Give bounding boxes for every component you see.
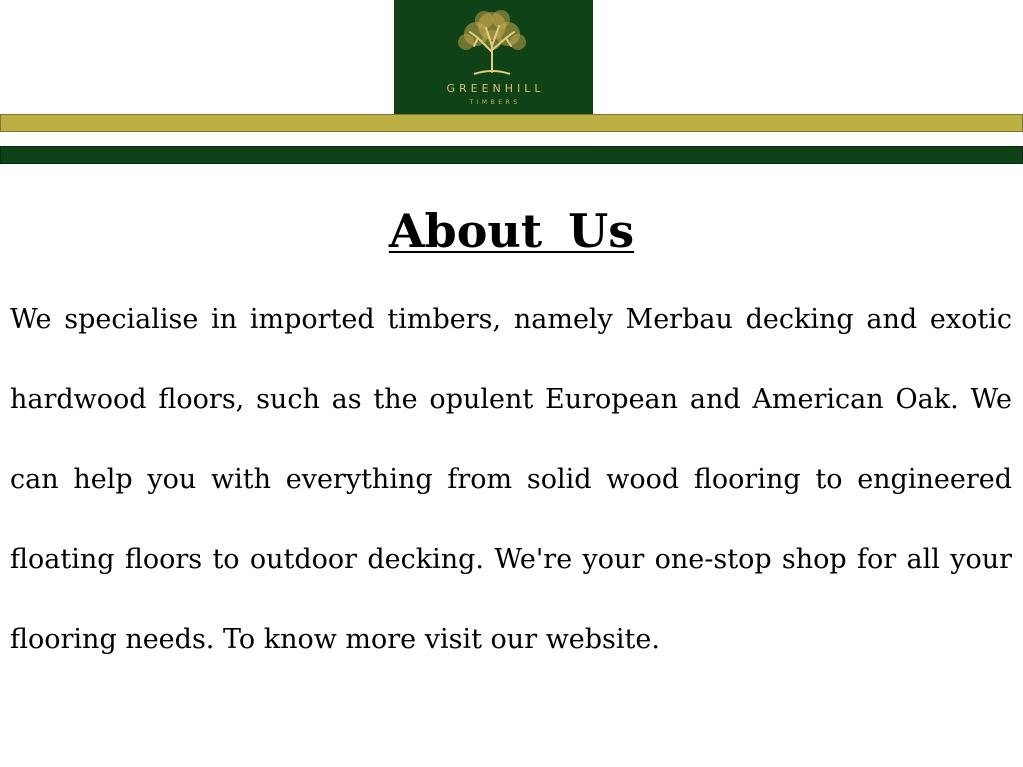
logo bbox=[394, 0, 593, 114]
tree-icon bbox=[454, 6, 530, 80]
logo-subtitle: TIMBERS bbox=[469, 99, 521, 106]
about-paragraph: We specialise in imported timbers, namely Merbau decking and exotic hardwood floors, such as the opulent European and American Oak. We can help you with everything from solid wood flooring to engineered floating floors to outdoor decking. We're your one-stop shop for all your flooring needs. To know more visit our website. bbox=[10, 304, 1012, 655]
logo-name: GREENHILL bbox=[446, 82, 545, 95]
gold-stripe bbox=[0, 114, 1023, 132]
green-stripe bbox=[0, 146, 1023, 164]
page-title: About Us bbox=[388, 204, 635, 258]
